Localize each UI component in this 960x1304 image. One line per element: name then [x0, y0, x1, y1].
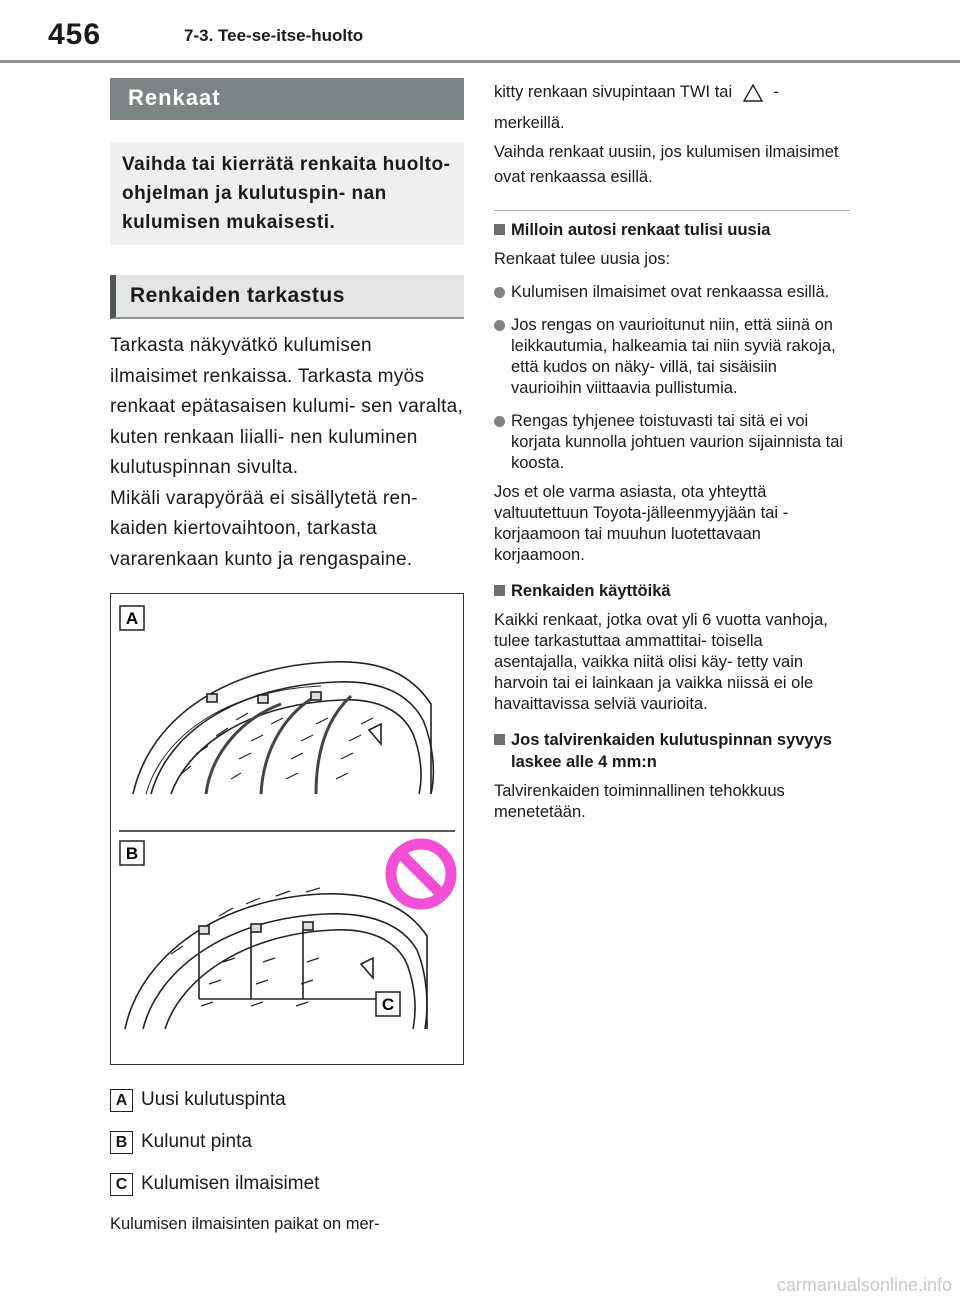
- tire-age-text: Kaikki renkaat, jotka ovat yli 6 vuotta vanhoja, tulee tarkastuttaa ammattitai- toisella asentajalla, vaikka niitä olisi käy- tetty vain harvoin tai ei lainkaan ja vaikka niissä ei ole havaittavissa selviä vaurioita.: [494, 611, 828, 713]
- svg-text:B: B: [125, 844, 139, 863]
- heading-tire-age-text: Renkaiden käyttöikä: [511, 582, 671, 600]
- winter-tires-text: Talvirenkaiden toiminnallinen tehokkuus menetetään.: [494, 782, 785, 821]
- round-bullet-icon: [494, 416, 505, 427]
- page-number: 456: [48, 18, 102, 51]
- inspection-text: [110, 331, 464, 575]
- twi-text-dash: -: [773, 83, 779, 101]
- inspection-paragraph-2: Mikäli varapyörää ei sisällytetä ren- kaiden kiertovaihtoon, tarkasta vararenkaan kunto ja rengaspaine.: [110, 487, 418, 570]
- indicator-location-text: Kulumisen ilmaisinten paikat on mer-: [110, 1215, 380, 1233]
- heading-winter-tires-text: Jos talvirenkaiden kulutuspinnan syvyys laskee alle 4 mm:n: [511, 731, 832, 771]
- svg-text:A: A: [125, 609, 139, 628]
- header-divider: [0, 60, 960, 63]
- square-bullet-icon: [494, 585, 505, 596]
- legend-item-a: [110, 1085, 464, 1115]
- chapter-title: 7-3. Tee-se-itse-huolto: [184, 26, 364, 45]
- watermark: carmanualsonline.info: [776, 1275, 952, 1295]
- heading-when-replace: [494, 219, 850, 241]
- legend-key-a: A: [110, 1089, 133, 1112]
- twi-text: kitty renkaan sivupintaan TWI tai: [494, 83, 733, 101]
- heading-tire-age: [494, 580, 850, 602]
- legend-key-c: C: [110, 1173, 133, 1196]
- bullet-item: [494, 315, 850, 399]
- triangle-icon: [743, 84, 763, 102]
- svg-text:C: C: [381, 995, 395, 1014]
- inspection-paragraph-1: Tarkasta näkyvätkö kulumisen ilmaisimet renkaissa. Tarkasta myös renkaat epätasaisen kulumi- sen varalta, kuten renkaan liialli- nen kuluminen kulutuspinnan sivulta.: [110, 335, 464, 478]
- summary-box: Vaihda tai kierrätä renkaita huolto-ohjelman ja kulutuspin- nan kulumisen mukaisesti.: [110, 142, 464, 245]
- figure-label-a: [120, 606, 144, 630]
- replace-text: Vaihda renkaat uusiin, jos kulumisen ilmaisimet ovat renkaassa esillä.: [494, 143, 839, 186]
- legend-text-b: Kulunut pinta: [141, 1131, 252, 1152]
- square-bullet-icon: [494, 224, 505, 235]
- left-column: [110, 78, 464, 1235]
- bullet-item: [494, 282, 850, 303]
- bullet-item: [494, 411, 850, 474]
- indicator-location-continuation: [494, 80, 850, 190]
- tire-wear-figure: [110, 593, 464, 1065]
- round-bullet-icon: [494, 287, 505, 298]
- bullet-text: Kulumisen ilmaisimet ovat renkaassa esillä.: [511, 283, 830, 301]
- legend-text-c: Kulumisen ilmaisimet: [141, 1173, 320, 1194]
- section-divider: [494, 210, 850, 211]
- legend-text-a: Uusi kulutuspinta: [141, 1089, 286, 1110]
- page-header: [0, 0, 960, 64]
- bullet-text: Jos rengas on vaurioitunut niin, että siinä on leikkautumia, halkeamia tai niin syviä rakoja, että kudos on näky- villä, tai sisäisiin vaurioihin viittaavia pullistumia.: [511, 316, 836, 397]
- tire-illustration: [111, 594, 463, 1064]
- bullet-text: Rengas tyhjenee toistuvasti tai sitä ei voi korjata kunnolla johtuen vaurion sijainnista tai koosta.: [511, 412, 844, 472]
- figure-label-c: [376, 992, 400, 1016]
- twi-text-end: merkeillä.: [494, 114, 565, 132]
- round-bullet-icon: [494, 320, 505, 331]
- legend-item-c: [110, 1169, 464, 1199]
- square-bullet-icon: [494, 734, 505, 745]
- figure-label-b: [120, 841, 144, 865]
- legend-item-b: [110, 1127, 464, 1157]
- subsection-title: Renkaiden tarkastus: [110, 275, 464, 319]
- heading-winter-tires: [494, 729, 850, 773]
- replace-intro: Renkaat tulee uusia jos:: [494, 250, 671, 268]
- dealer-advice-text: Jos et ole varma asiasta, ota yhteyttä valtuutettuun Toyota-jälleenmyyjään tai -korjaamoon tai muuhun luotettavaan korjaamoon.: [494, 483, 789, 564]
- new-tread-tire: [133, 662, 433, 794]
- section-title: Renkaat: [110, 78, 464, 120]
- prohibited-icon: [391, 844, 451, 904]
- legend-key-b: B: [110, 1131, 133, 1154]
- heading-when-replace-text: Milloin autosi renkaat tulisi uusia: [511, 221, 771, 239]
- right-column: [494, 80, 850, 823]
